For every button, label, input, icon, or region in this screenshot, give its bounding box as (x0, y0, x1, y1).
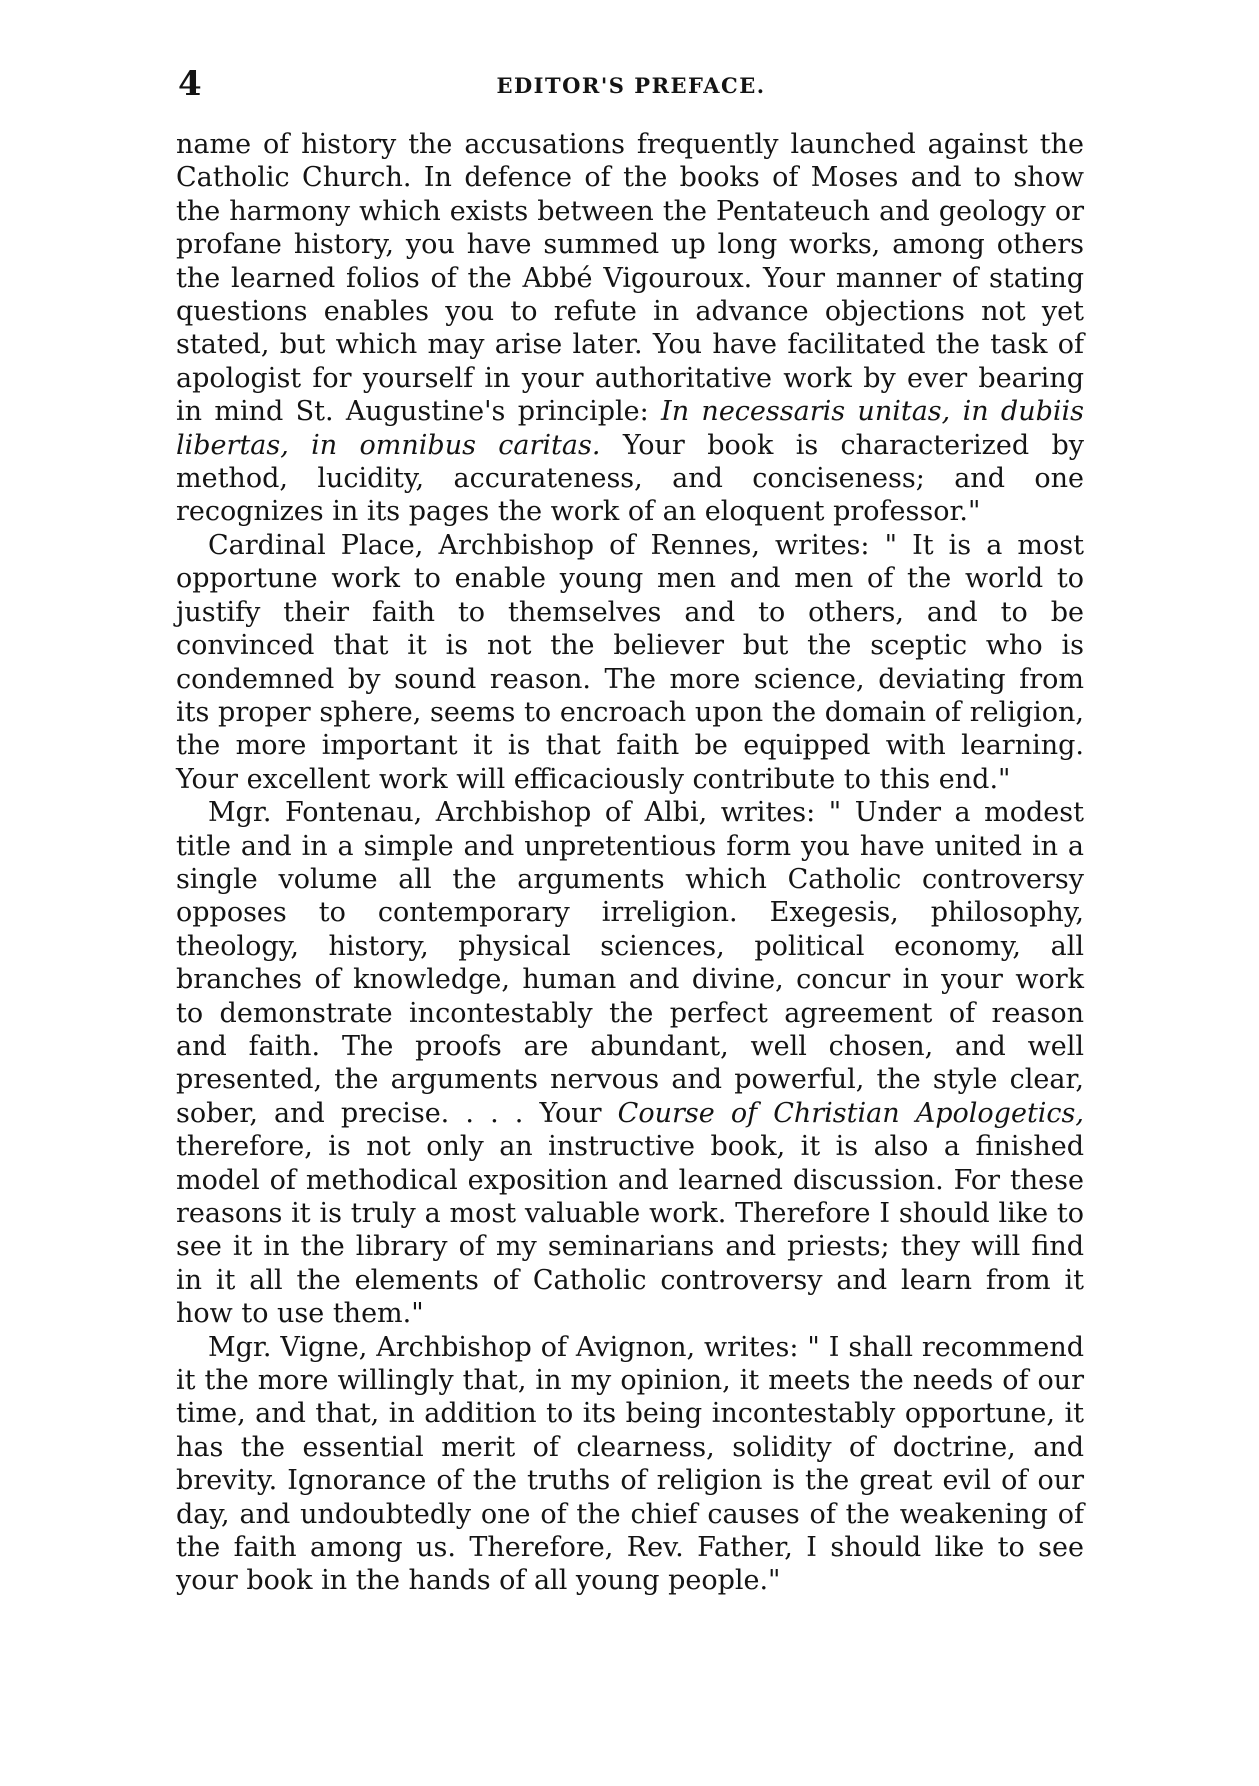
paragraph-text: name of history the accusations frequently launched against the Catholic Church. In defence of the books of Moses and to show the harmony which exists between the Pentateuch and geology or profane history, you have summed up long works, among others the learned folios of the Abbé Vigouroux. Your manner of stating questions enables you to refute in advance objections not yet stated, but which may arise later. You have facilitated the task of apologist for yourself in your authoritative work by ever bearing in mind St. Augustine's principle: (176, 129, 1084, 428)
paragraph-text: therefore, is not only an instructive book, it is also a finished model of methodical exposition and learned discussion. For these reasons it is truly a most valuable work. Therefore I should like to see it in the library of my seminarians and priests; they will find in it all the elements of Catholic controversy and learn from it how to use them." (176, 1131, 1084, 1330)
running-head (178, 62, 1084, 106)
latin-quotation: In necessaris unitas, in dubiis libertas, in omnibus caritas. (176, 396, 1084, 461)
book-title: Course of Christian Apologetics, (617, 1097, 1084, 1129)
page-number: 4 (178, 64, 202, 104)
running-title: EDITOR'S PREFACE. (496, 73, 766, 98)
paragraph-mgr-fontenau (176, 796, 1084, 1331)
paragraph-text: Mgr. Fontenau, Archbishop of Albi, writes: " Under a modest title and in a simple and unpretentious form you have united in a single volume all the arguments which Catholic controversy opposes to contemporary irreligion. Exegesis, philosophy, theology, history, physical sciences, political economy, all branches of knowledge, human and divine, concur in your work to demonstrate incontestably the perfect agreement of reason and faith. The proofs are abundant, well chosen, and well presented, the arguments nervous and powerful, the style clear, sober, and precise. . . . Your (176, 797, 1084, 1129)
body-text (176, 128, 1084, 1598)
paragraph-continued (176, 128, 1084, 529)
paragraph-cardinal-place: Cardinal Place, Archbishop of Rennes, writes: " It is a most opportune work to enable young men and men of the world to justify their faith to themselves and to others, and to be convinced that it is not the believer but the sceptic who is condemned by sound reason. The more science, deviating from its proper sphere, seems to encroach upon the domain of religion, the more important it is that faith be equipped with learning. Your excellent work will efficaciously contribute to this end." (176, 529, 1084, 795)
paragraph-text: Your book is characterized by method, lucidity, accurateness, and conciseness; and one recognizes in its pages the work of an eloquent professor." (176, 429, 1085, 528)
paragraph-mgr-vigne: Mgr. Vigne, Archbishop of Avignon, writes: " I shall recommend it the more willingly that, in my opinion, it meets the needs of our time, and that, in addition to its being incontestably opportune, it has the essential merit of clearness, solidity of doctrine, and brevity. Ignorance of the truths of religion is the great evil of our day, and undoubtedly one of the chief causes of the weakening of the faith among us. Therefore, Rev. Father, I should like to see your book in the hands of all young people." (176, 1331, 1084, 1597)
